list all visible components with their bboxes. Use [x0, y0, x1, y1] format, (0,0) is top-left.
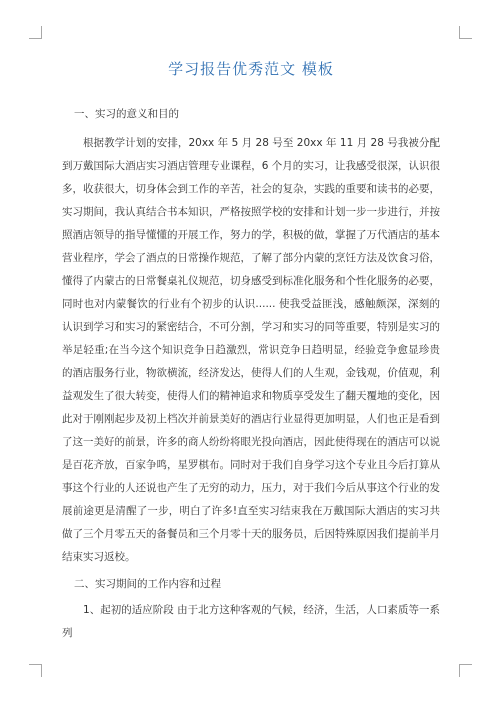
crop-mark-top-right — [459, 26, 472, 39]
section-heading-2: 二、实习期间的工作内容和过程 — [74, 578, 221, 590]
section-paragraph-2: 1、起初的适应阶段 由于北方这种客观的气候，经济，生活，人口素质等一系列 — [62, 604, 440, 639]
section-heading-1: 一、实习的意义和目的 — [74, 108, 179, 120]
document-body — [62, 58, 440, 649]
section-paragraph-1: 根据教学计划的安排，20xx 年 5 月 28 号至 20xx 年 11 月 28 号我被分配到万戴国际大酒店实习酒店管理专业课程，6 个月的实习，让我感受很深，认识很多，收获很大，切身体会到工作的辛苦，社会的复杂，实践的重要和读书的必要，实习期间，我认真结合书本知识，严格按照学校的安排和计划一步一步进行，并按照酒店领导的指导懂懂的开展工作，努力的学，积极的做，掌握了万代酒店的基本营业程序，学会了酒点的日常操作规范，了解了部分内蒙的烹饪方法及饮食习俗，懂得了内蒙古的日常餐桌礼仪规范，切身感受到标准化服务和个性化服务的必要，同时也对内蒙餐饮的行业有个初步的认识...... 使我受益匪浅，感触颇深，深刻的认识到学习和实习的紧密结合，不可分割，学习和实习的同等重要，特别是实习的举足轻重;在当今这个知识竞争日趋激烈，常识竞争日趋明显，经验竞争愈显珍贵的酒店服务行业，物欲横流，经济发达，使得人们的人生观，金钱观，价值观，利益观发生了很大转变，使得人们的精神追求和物质享受发生了翻天覆地的变化，因此对于刚刚起步及初上档次并前景美好的酒店行业显得更加明显，人们也正是看到了这一美好的前景，许多的商人纷纷将眼光投向酒店，因此使得现在的酒店可以说是百花齐放，百家争鸣，星罗棋布。同时对于我们自身学习这个专业且今后打算从事这个行业的人还说也产生了无穷的动力，压力，对于我们今后从事这个行业的发展前途更是清醒了一步，明白了许多!直至实习结束我在万戴国际大酒店的实习共做了三个月零五天的备餐员和三个月零十天的服务员，后因特殊原因我们提前半月结束实习返校。 — [62, 137, 440, 563]
crop-mark-top-left — [29, 26, 42, 39]
crop-mark-bottom-right — [459, 664, 472, 677]
document-title: 学习报告优秀范文 模板 — [168, 60, 334, 78]
crop-mark-bottom-left — [29, 664, 42, 677]
